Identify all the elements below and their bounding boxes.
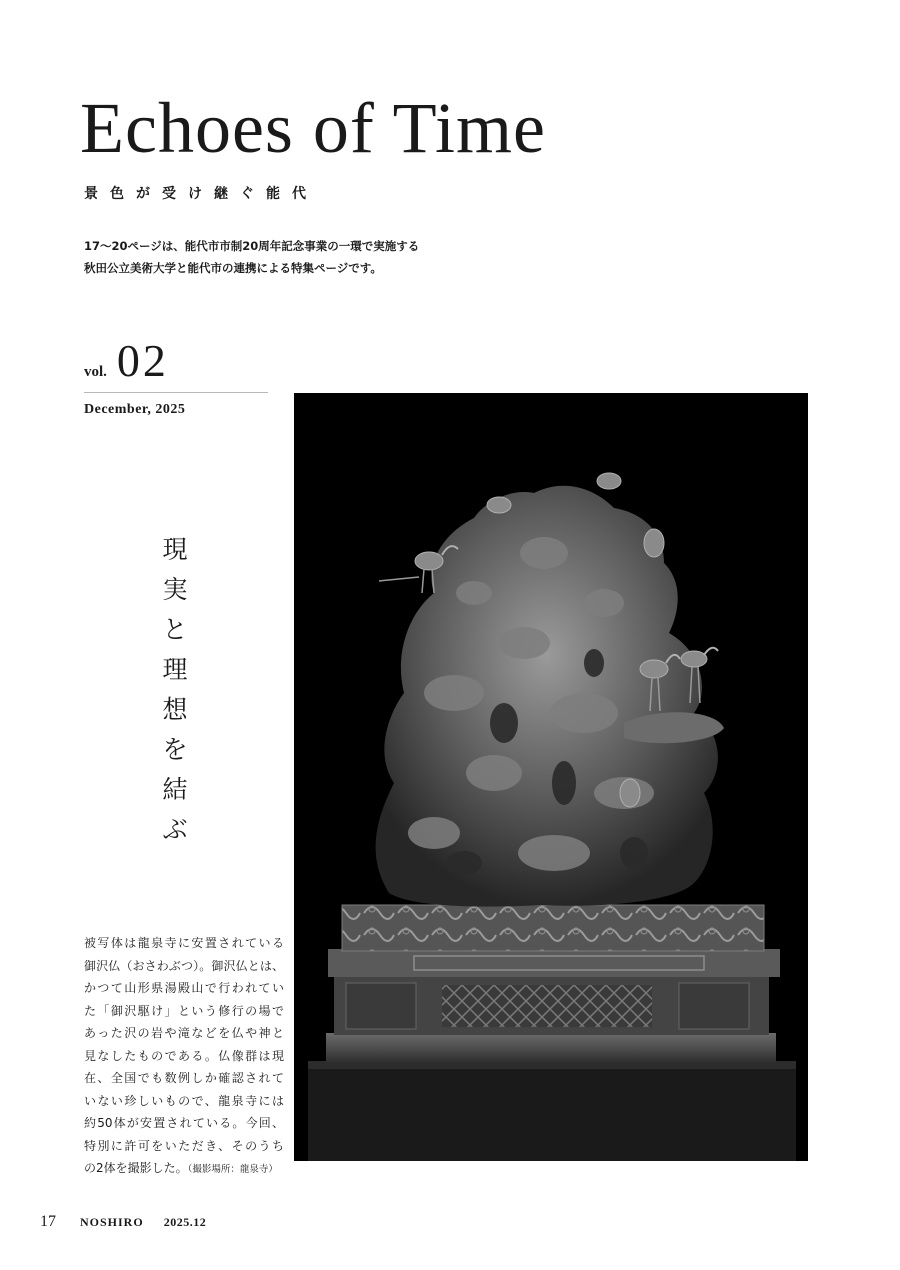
sculpture-illustration xyxy=(294,393,808,1161)
volume-number: 02 xyxy=(116,335,169,386)
body-line: かつて山形県湯殿山で行われてい xyxy=(84,981,284,995)
article-heading xyxy=(158,530,192,850)
intro-line: 17〜20ページは、能代市市制20周年記念事業の一環で実施する xyxy=(84,239,420,253)
photo-credit: （撮影場所：龍泉寺） xyxy=(187,1164,278,1175)
body-line: 見なしたものである。仏像群は現 xyxy=(84,1048,284,1063)
heading-char: 現 xyxy=(162,535,188,564)
page-title: Echoes of Time xyxy=(80,88,547,168)
article-body xyxy=(84,932,284,1182)
sculpture-photo xyxy=(294,393,808,1161)
body-line: いない珍しいもので、龍泉寺には xyxy=(84,1093,284,1108)
body-line: た「御沢駆け」という修行の場で xyxy=(84,1003,284,1018)
heading-char: 結 xyxy=(162,775,188,804)
volume-label xyxy=(84,335,169,386)
heading-char: 理 xyxy=(162,655,188,684)
magazine-name: NOSHIRO xyxy=(80,1215,144,1229)
body-line: 特別に許可をいただき、そのうち xyxy=(84,1138,284,1153)
heading-char: ぶ xyxy=(162,815,188,844)
body-line: 御沢仏（おさわぶつ）。御沢仏とは、 xyxy=(84,958,284,973)
divider xyxy=(84,392,268,393)
body-line-last xyxy=(84,1157,284,1182)
heading-char: 想 xyxy=(162,695,188,724)
page-number: 17 xyxy=(40,1213,56,1230)
body-line: あった沢の岩や滝などを仏や神と xyxy=(84,1026,284,1040)
heading-char: 実 xyxy=(162,575,188,604)
intro-text xyxy=(84,235,504,279)
volume-prefix: vol. xyxy=(84,364,107,380)
heading-char: と xyxy=(162,615,188,644)
body-line: の2体を撮影した。 xyxy=(84,1161,188,1175)
issue-date: December, 2025 xyxy=(84,402,186,417)
body-line: 約50体が安置されている。今回、 xyxy=(84,1116,284,1130)
heading-char: を xyxy=(162,735,188,764)
page-subtitle: 景色が受け継ぐ能代 xyxy=(84,186,318,202)
body-line: 在、全国でも数例しか確認されて xyxy=(84,1071,284,1085)
issue-number: 2025.12 xyxy=(163,1215,207,1229)
intro-line: 秋田公立美術大学と能代市の連携による特集ページです。 xyxy=(84,261,382,275)
footer xyxy=(40,1213,206,1231)
body-line: 被写体は龍泉寺に安置されている xyxy=(84,936,284,950)
